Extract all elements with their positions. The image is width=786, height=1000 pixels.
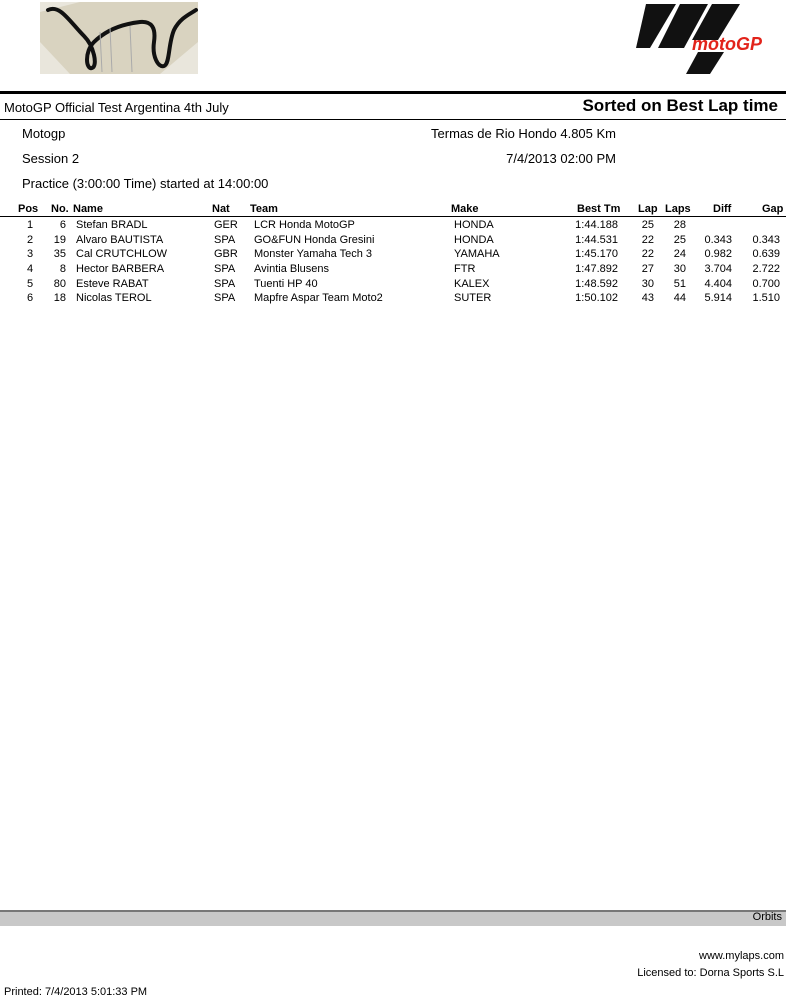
- cell-name: Alvaro BAUTISTA: [76, 233, 164, 246]
- cell-team: Mapfre Aspar Team Moto2: [254, 292, 383, 305]
- table-row: [0, 248, 786, 263]
- circuit-map-icon: [40, 2, 198, 74]
- col-best: Best Tm: [577, 203, 621, 215]
- cell-pos: 2: [26, 233, 34, 246]
- col-no: No.: [51, 203, 69, 215]
- table-row: [0, 263, 786, 278]
- category: Motogp: [22, 126, 66, 141]
- cell-laps: 30: [673, 263, 686, 276]
- cell-no: 18: [53, 292, 66, 305]
- cell-nat: SPA: [214, 263, 236, 276]
- footer-bar: [0, 910, 786, 926]
- header-subrule: [0, 119, 786, 120]
- cell-name: Hector BARBERA: [76, 263, 165, 276]
- cell-best: 1:45.170: [575, 248, 618, 261]
- printed-timestamp: Printed: 7/4/2013 5:01:33 PM: [4, 986, 148, 998]
- cell-no: 19: [53, 233, 66, 246]
- table-row: [0, 234, 786, 249]
- cell-pos: 4: [26, 263, 34, 276]
- circuit: Termas de Rio Hondo 4.805 Km: [431, 126, 616, 141]
- cell-make: SUTER: [454, 292, 492, 305]
- cell-diff: 0.982: [704, 248, 732, 261]
- cell-make: YAMAHA: [454, 248, 500, 261]
- cell-laps: 44: [673, 292, 686, 305]
- cell-gap: 2.722: [752, 263, 780, 276]
- cell-no: 6: [59, 219, 66, 231]
- cell-lap: 27: [641, 263, 654, 276]
- table-row: [0, 292, 786, 307]
- footer-bar-label: Orbits: [752, 911, 782, 923]
- cell-best: 1:47.892: [575, 263, 618, 276]
- website-link[interactable]: www.mylaps.com: [699, 950, 784, 962]
- cell-lap: 22: [641, 233, 654, 246]
- cell-best: 1:48.592: [575, 277, 618, 290]
- cell-best: 1:44.531: [575, 233, 618, 246]
- cell-name: Stefan BRADL: [76, 219, 148, 231]
- col-diff: Diff: [713, 203, 732, 215]
- table-row: [0, 219, 786, 234]
- cell-no: 8: [59, 263, 66, 276]
- cell-make: KALEX: [454, 277, 490, 290]
- col-name: Name: [73, 203, 103, 215]
- cell-lap: 30: [641, 277, 654, 290]
- cell-name: Nicolas TEROL: [76, 292, 152, 305]
- cell-nat: SPA: [214, 233, 236, 246]
- session-datetime: 7/4/2013 02:00 PM: [506, 151, 616, 166]
- sort-label: Sorted on Best Lap time: [582, 96, 778, 115]
- cell-no: 35: [53, 248, 66, 261]
- license-info: Licensed to: Dorna Sports S.L: [637, 967, 784, 979]
- table-row: [0, 278, 786, 293]
- cell-make: HONDA: [454, 219, 494, 231]
- col-gap: Gap: [762, 203, 784, 215]
- cell-team: Avintia Blusens: [254, 263, 330, 276]
- session-name: Session 2: [22, 151, 80, 166]
- col-make: Make: [451, 203, 479, 215]
- col-nat: Nat: [212, 203, 230, 215]
- cell-no: 80: [53, 277, 66, 290]
- cell-best: 1:44.188: [575, 219, 618, 231]
- results-table: [0, 219, 786, 307]
- cell-make: HONDA: [454, 233, 494, 246]
- cell-pos: 3: [26, 248, 34, 261]
- cell-best: 1:50.102: [575, 292, 618, 305]
- cell-team: Tuenti HP 40: [254, 277, 318, 290]
- table-header: [0, 203, 786, 216]
- cell-nat: SPA: [214, 277, 236, 290]
- header-rule: [0, 91, 786, 94]
- cell-nat: GER: [214, 219, 238, 231]
- cell-gap: 1.510: [752, 292, 780, 305]
- cell-diff: 0.343: [704, 233, 732, 246]
- cell-make: FTR: [454, 263, 476, 276]
- cell-team: LCR Honda MotoGP: [254, 219, 355, 231]
- cell-laps: 25: [673, 233, 686, 246]
- cell-nat: GBR: [214, 248, 238, 261]
- cell-pos: 6: [26, 292, 34, 305]
- col-team: Team: [250, 203, 278, 215]
- svg-text:motoGP: motoGP: [692, 34, 762, 54]
- table-header-rule: [0, 216, 786, 217]
- cell-gap: 0.700: [752, 277, 780, 290]
- cell-team: Monster Yamaha Tech 3: [254, 248, 373, 261]
- cell-name: Esteve RABAT: [76, 277, 149, 290]
- cell-diff: 3.704: [704, 263, 732, 276]
- cell-laps: 28: [673, 219, 686, 231]
- col-lap: Lap: [638, 203, 658, 215]
- cell-pos: 5: [26, 277, 34, 290]
- col-pos: Pos: [18, 203, 39, 215]
- practice-info: Practice (3:00:00 Time) started at 14:00:00: [22, 176, 269, 191]
- cell-diff: 4.404: [704, 277, 732, 290]
- cell-laps: 51: [673, 277, 686, 290]
- cell-gap: 0.639: [752, 248, 780, 261]
- cell-lap: 22: [641, 248, 654, 261]
- cell-nat: SPA: [214, 292, 236, 305]
- cell-team: GO&FUN Honda Gresini: [254, 233, 375, 246]
- motogp-logo-icon: [636, 0, 786, 76]
- cell-pos: 1: [26, 219, 34, 231]
- col-laps: Laps: [665, 203, 691, 215]
- cell-gap: 0.343: [752, 233, 780, 246]
- cell-lap: 25: [641, 219, 654, 231]
- cell-diff: 5.914: [704, 292, 732, 305]
- cell-laps: 24: [673, 248, 686, 261]
- event-title: MotoGP Official Test Argentina 4th July: [4, 100, 229, 115]
- cell-lap: 43: [641, 292, 654, 305]
- cell-name: Cal CRUTCHLOW: [76, 248, 168, 261]
